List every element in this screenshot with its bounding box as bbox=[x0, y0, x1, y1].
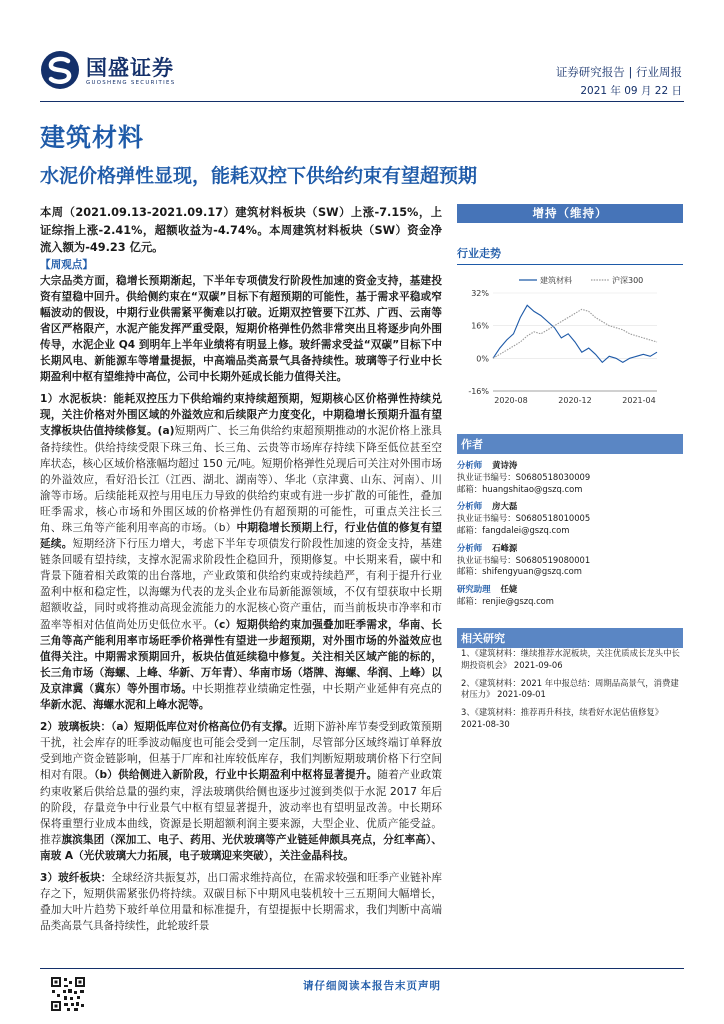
trend-chart bbox=[457, 271, 683, 411]
chart-y-tick-label: 16% bbox=[471, 321, 489, 331]
author-entry bbox=[457, 584, 683, 608]
footer-divider bbox=[40, 968, 684, 969]
company-logo bbox=[40, 50, 190, 94]
rating-badge: 增持（维持） bbox=[457, 204, 683, 223]
related-item[interactable] bbox=[461, 648, 683, 672]
author-entry bbox=[457, 460, 683, 495]
author-entry bbox=[457, 501, 683, 536]
authors-title: 作者 bbox=[457, 434, 683, 454]
sector-title: 建筑材料 bbox=[40, 123, 145, 152]
author-role: 研究助理 bbox=[457, 584, 491, 595]
header-divider bbox=[40, 101, 684, 102]
related-date: 2021-09-01 bbox=[497, 689, 546, 700]
intro-text: 大宗品类方面，稳增长预期渐起，下半年专项债发行阶段性加速的资金支持，基建投资有望稳中回升。供给侧约束在“双碳”目标下有超预期的可能性，基于需求平稳或窄幅波动的假设，中期行业供需紧平衡难以打破。近期双控管要下江苏、广西、云南等省区严格限产，水泥产能发挥严重受限，短期价格弹性仍然非常突出且将逐步向外围传导，水泥企业 Q4 到明年上半年业绩将有明显上修。玻纤需求受益“双碳”目标下中长期风电、新能源车等增量提振，中高端品类高景气具备持续性。玻璃等子行业中长期盈利中枢有望维持中高位，公司中长期外延成长能力值得关注。 bbox=[40, 274, 442, 384]
glass-text-2: 随着产业政策约束收紧后供给总量的强约束，浮法玻璃供给侧也逐步过渡到类似于水泥 2017 年后的阶段，存量竞争中行业景气中枢有望显著提升，波动率也有望明显改善。中长期环保将重塑行业成本曲线，资源是长期超额利润主要来源，大型企业、优质产能受益。推荐 bbox=[40, 769, 442, 846]
sidebar bbox=[457, 204, 683, 415]
fiber-text-1: 全球经济共振复苏，出口需求维持高位，在需求较强和旺季产业链补库存之下，短期供需紧张仍将持续。双碳目标下中期风电装机较十三五期间大幅增长，叠加大叶片趋势下玻纤单位用量和标准提升，有望提振中长期需求，我们判断中高端品类高景气具备持续性，此轮玻纤景 bbox=[40, 871, 442, 933]
chart-x-tick-label: 2021-04 bbox=[622, 396, 656, 405]
cement-bold-1: 1）水泥板块：能耗双控压力下供给端约束持续超预期，短期核心区价格弹性持续兑现，关注价格对外围区域的外溢效应和后续限产力度变化，中期稳增长预期升温有望支撑板块估值持续修复。(a) bbox=[40, 393, 442, 438]
author-name: 黄诗涛 bbox=[492, 460, 518, 470]
trend-title: 行业走势 bbox=[457, 245, 683, 265]
cement-text-1: 短期两广、长三角供给约束超预期推动的水泥价格上涨具备持续性。供给持续受限下珠三角、长三角、云贵等市场库存持续下降至低位甚至空库状态，核心区域价格涨幅均超过 150 元/吨。短期价格弹性兑现后可关注对外围市场的外溢效应，看好沿长江（江西、湖北、湖南等）、华北（京津冀、山东、河南）、川渝等市场。后续能耗双控与用电压力导致的供给约束或有进一步扩散的可能性，叠加旺季需求，核心市场和外围区域的价格弹性仍有超预期的可能性，可重点关注长三角、珠三角等产能利用率高的市场。（b） bbox=[40, 425, 442, 534]
related-title: 相关研究 bbox=[457, 628, 683, 648]
company-name-en: GUOSHENG SECURITIES bbox=[86, 80, 176, 86]
chart-series-line bbox=[493, 309, 657, 358]
related-item[interactable] bbox=[461, 707, 683, 731]
author-role: 分析师 bbox=[457, 542, 483, 553]
chart-x-tick-label: 2020-08 bbox=[494, 396, 528, 405]
cement-bold-2: 中期稳增长预期上行，行业估值的修复有望延续。 bbox=[40, 522, 442, 551]
chart-x-tick-label: 2020-12 bbox=[558, 396, 592, 405]
author-name: 石峰源 bbox=[492, 542, 518, 553]
cement-bold-4: 华新水泥、海螺水泥和上峰水泥等。 bbox=[40, 699, 210, 712]
chart-legend-label: 沪深300 bbox=[612, 276, 644, 285]
chart-legend-label: 建筑材料 bbox=[540, 276, 572, 285]
fiber-paragraph bbox=[40, 870, 442, 934]
author-entry bbox=[457, 543, 683, 578]
cement-text-3: 中长期推荐业绩确定性强，中长期产业延伸有亮点的 bbox=[192, 682, 443, 695]
related-item[interactable] bbox=[461, 678, 683, 702]
related-date: 2021-08-30 bbox=[461, 718, 510, 729]
author-license: 执业证书编号：S0680518010005 bbox=[457, 513, 591, 524]
chart-y-tick-label: 32% bbox=[471, 289, 489, 298]
main-body bbox=[40, 204, 442, 934]
related-text: 3、《建筑材料：推荐再升科技，续看好水泥估值修复》 bbox=[461, 707, 664, 718]
related-text: 1、《建筑材料：继续推荐水泥板块，关注优质成长龙头中长期投资机会》 bbox=[461, 648, 680, 670]
author-license: 执业证书编号：S0680518030009 bbox=[457, 471, 591, 482]
cement-paragraph bbox=[40, 391, 442, 713]
company-name-cn: 国盛证券 bbox=[86, 56, 174, 80]
report-date: 2021 年 09 月 22 日 bbox=[580, 85, 682, 97]
cement-text-2: 短期经济下行压力增大，考虑下半年专项债发行阶段性加速的资金支持，基建链条回暖有望持续，支撑水泥需求阶段性企稳回升，预期修复。中长期来看，碳中和背景下随着相关政策的出台落地，产业政策和供给约束或持续趋严，有利于提升行业盈利中枢和稳定性，以海螺为代表的龙头企业布局新能源领域，不仅有望获取中长期超额收益，同时或将推动高现金流能力的水泥核心资产重估，而当前板块市净率和市盈率等相对估值尚处历史低位水平。 bbox=[40, 538, 443, 631]
author-role: 分析师 bbox=[457, 460, 483, 470]
intro-paragraph bbox=[40, 273, 442, 386]
glass-text-1: 近期下游补库节奏受到政策预期干扰，社会库存的旺季波动幅度也可能会受到一定压制，尽管部分区域终端订单释放受到地产资金链影响，但基于厂库和社库较低库存，我们判断短期玻璃价格下行空间相对有限。 bbox=[40, 721, 443, 782]
author-email[interactable]: 邮箱：renjie@gszq.com bbox=[457, 595, 554, 606]
logo-emblem-icon bbox=[40, 50, 80, 90]
weekly-summary: 本周（2021.09.13-2021.09.17）建筑材料板块（SW）上涨-7.15%，上证综指上涨-2.41%，超额收益为-4.74%。本周建筑材料板块（SW）资金净流入额为-49.23 亿元。 bbox=[40, 206, 442, 254]
weekly-view-tag: 【周观点】 bbox=[40, 258, 93, 271]
related-list bbox=[461, 648, 683, 737]
fiber-bold-1: 3）玻纤板块： bbox=[40, 871, 112, 884]
glass-bold-1: 2）玻璃板块：（a）短期低库位对价格高位仍有支撑。 bbox=[40, 721, 294, 734]
report-type: 证券研究报告 | 行业周报 bbox=[555, 65, 682, 79]
glass-paragraph bbox=[40, 719, 442, 864]
author-email[interactable]: 邮箱：fangdalei@gszq.com bbox=[457, 524, 570, 535]
footer-disclaimer: 请仔细阅读本报告末页声明 bbox=[303, 980, 441, 992]
glass-bold-3: 旗滨集团（深加工、电子、药用、光伏玻璃等产业链延伸颇具亮点，分红率高）、南玻 A（光伏玻璃大力拓展，电子玻璃迎来突破），关注金晶科技。 bbox=[40, 833, 443, 862]
glass-bold-2: （b）供给侧进入新阶段，行业中长期盈利中枢将显著提升。 bbox=[94, 769, 378, 782]
cement-bold-3: （c）短期供给约束加强叠加旺季需求，华南、长三角等高产能利用率市场旺季价格弹性有望进一步超预期，对外围市场的外溢效应也值得关注。中期需求预期回升，板块估值延续稳中修复。关注相关区域产能的标的，长三角市场（海螺、上峰、华新、万年青）、华南市场（塔牌、海螺、华润、上峰）以及京津冀（冀东）等外围市场。 bbox=[40, 618, 443, 695]
author-role: 分析师 bbox=[457, 501, 483, 512]
authors-list bbox=[457, 454, 683, 608]
author-name: 任婕 bbox=[500, 584, 518, 595]
related-date: 2021-09-06 bbox=[513, 659, 563, 670]
chart-y-tick-label: 0% bbox=[476, 354, 489, 364]
related-text: 2、《建筑材料：2021 年中报总结：周期品高景气，消费建材压力》 bbox=[461, 677, 679, 700]
author-email[interactable]: 邮箱：huangshitao@gszq.com bbox=[457, 483, 583, 494]
chart-y-tick-label: -16% bbox=[468, 387, 489, 396]
author-name: 房大磊 bbox=[492, 501, 518, 512]
author-email[interactable]: 邮箱：shifengyuan@gszq.com bbox=[457, 566, 582, 577]
report-headline: 水泥价格弹性显现，能耗双控下供给约束有望超预期 bbox=[40, 165, 478, 187]
author-license: 执业证书编号：S0680519080001 bbox=[457, 554, 591, 565]
